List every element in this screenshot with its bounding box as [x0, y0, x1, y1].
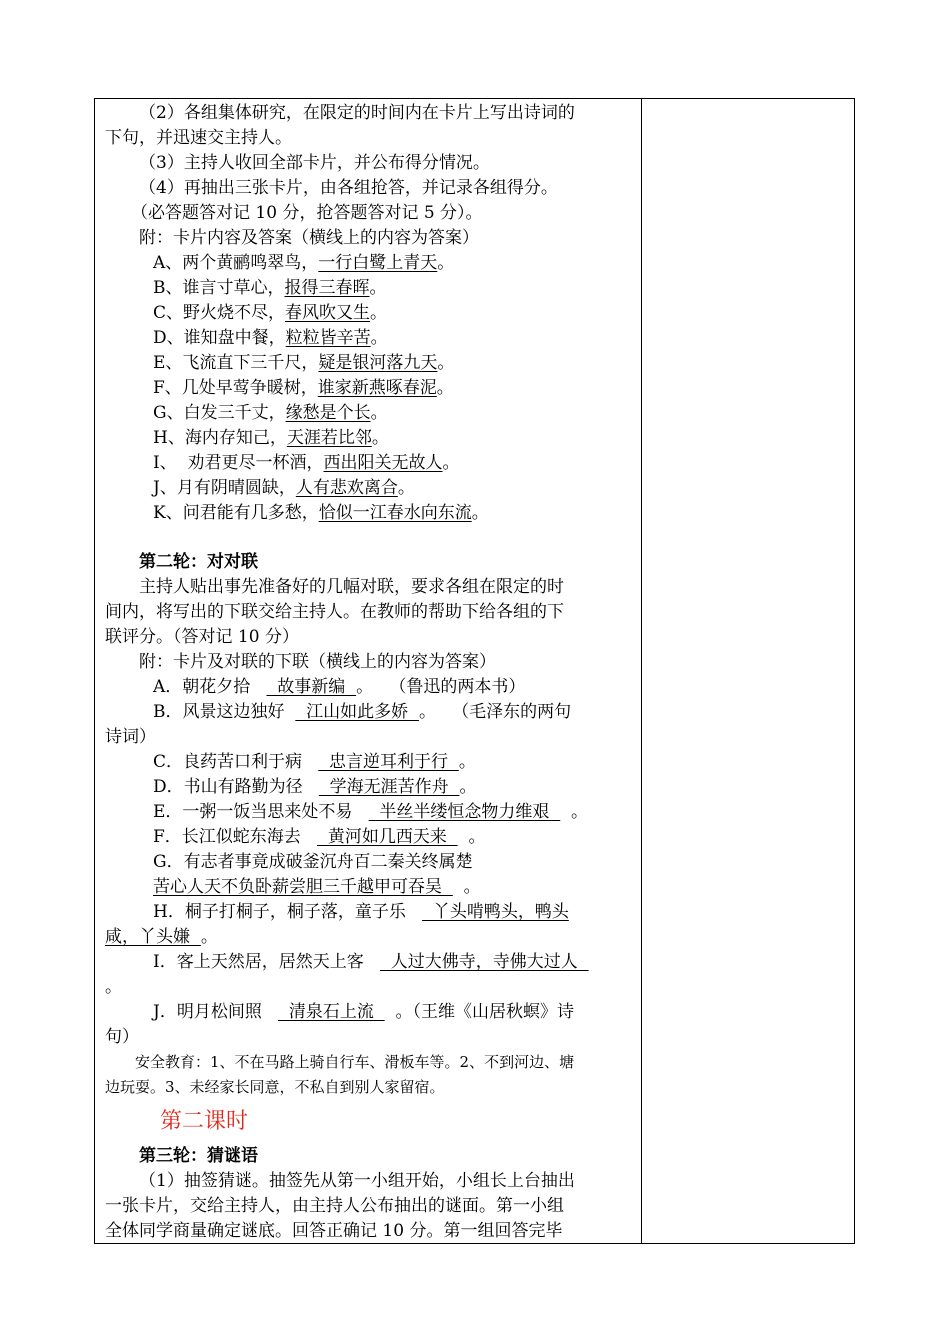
text-line: 全体同学商量确定谜底。回答正确记 10 分。第一组回答完毕 [105, 1221, 563, 1241]
poem-item: E、飞流直下三千尺，疑是银河落九天。 [153, 353, 455, 373]
poem-item: B、谁言寸草心，报得三春晖。 [153, 278, 387, 298]
section-heading-round3: 第三轮：猜谜语 [139, 1146, 258, 1166]
main-content-cell [105, 101, 633, 1241]
text-line: 下句，并迅速交主持人。 [105, 128, 292, 148]
text-line: 附：卡片内容及答案（横线上的内容为答案） [139, 228, 479, 248]
text-line: 附：卡片及对联的下联（横线上的内容为答案） [139, 652, 496, 672]
poem-item: A、两个黄鹂鸣翠鸟，一行白鹭上青天。 [153, 253, 455, 273]
poem-item: C、野火烧不尽，春风吹又生。 [153, 303, 388, 323]
lesson-plan-table [94, 98, 855, 1244]
text-line: 联评分。（答对记 10 分） [105, 627, 299, 647]
couplet-item-cont: 诗词） [105, 727, 156, 747]
couplet-item: A．朝花夕拾 故事新编 。 （鲁迅的两本书） [153, 677, 526, 697]
couplet-item: F．长江似蛇东海去 黄河如几西天来 。 [153, 827, 486, 847]
poem-item: J、月有阴晴圆缺，人有悲欢离合。 [153, 478, 415, 498]
lesson-title: 第二课时 [160, 1109, 249, 1134]
couplet-item: H．桐子打桐子，桐子落，童子乐 丫头啃鸭头，鸭头 [153, 902, 569, 922]
safety-note: 边玩耍。3、未经家长同意，不私自到别人家留宿。 [105, 1078, 445, 1096]
couplet-item: E．一粥一饭当思来处不易 半丝半缕恒念物力维艰 。 [153, 802, 589, 822]
text-line: （必答题答对记 10 分，抢答题答对记 5 分）。 [131, 203, 483, 223]
couplet-item: B．风景这边独好 江山如此多娇 。 （毛泽东的两句 [153, 702, 572, 722]
couplet-item: C．良药苦口利于病 忠言逆耳利于行 。 [153, 752, 476, 772]
couplet-item-cont: 句） [105, 1027, 139, 1047]
text-line: （4）再抽出三张卡片，由各组抢答，并记录各组得分。 [139, 178, 558, 198]
couplet-item: J．明月松间照 清泉石上流 。（王维《山居秋螟》诗 [153, 1002, 574, 1022]
poem-item: G、白发三千丈，缘愁是个长。 [153, 403, 388, 423]
couplet-item-cont: 苦心人天不负卧薪尝胆三千越甲可吞吴 。 [153, 877, 481, 897]
section-heading-round2: 第二轮：对对联 [139, 552, 258, 572]
poem-item: K、问君能有几多愁，恰似一江春水向东流。 [153, 503, 489, 523]
couplet-item: D．书山有路勤为径 学海无涯苦作舟 。 [153, 777, 477, 797]
text-line: 主持人贴出事先准备好的几幅对联，要求各组在限定的时 [139, 577, 564, 597]
poem-item: I、 劝君更尽一杯酒，西出阳关无故人。 [153, 453, 460, 473]
column-divider [641, 99, 642, 1243]
text-line: （3）主持人收回全部卡片，并公布得分情况。 [139, 153, 490, 173]
poem-item: H、海内存知己，天涯若比邻。 [153, 428, 389, 448]
text-line: 间内，将写出的下联交给主持人。在教师的帮助下给各组的下 [105, 602, 564, 622]
text-line: （1）抽签猜谜。抽签先从第一小组开始，小组长上台抽出 [139, 1171, 575, 1191]
couplet-item-cont: 。 [105, 977, 122, 997]
poem-item: F、几处早莺争暖树，谁家新燕啄春泥。 [153, 378, 454, 398]
couplet-item: G．有志者事竟成破釜沉舟百二秦关终属楚 [153, 852, 473, 872]
poem-item: D、谁知盘中餐，粒粒皆辛苦。 [153, 328, 388, 348]
couplet-item-cont: 咸，丫头嫌 。 [105, 927, 218, 947]
text-line: （2）各组集体研究，在限定的时间内在卡片上写出诗词的 [139, 103, 575, 123]
couplet-item: I．客上天然居，居然天上客 人过大佛寺，寺佛大过人 [153, 952, 589, 972]
safety-note: 安全教育：1、不在马路上骑自行车、滑板车等。2、不到河边、塘 [135, 1053, 575, 1071]
text-line: 一张卡片，交给主持人，由主持人公布抽出的谜面。第一小组 [105, 1196, 564, 1216]
